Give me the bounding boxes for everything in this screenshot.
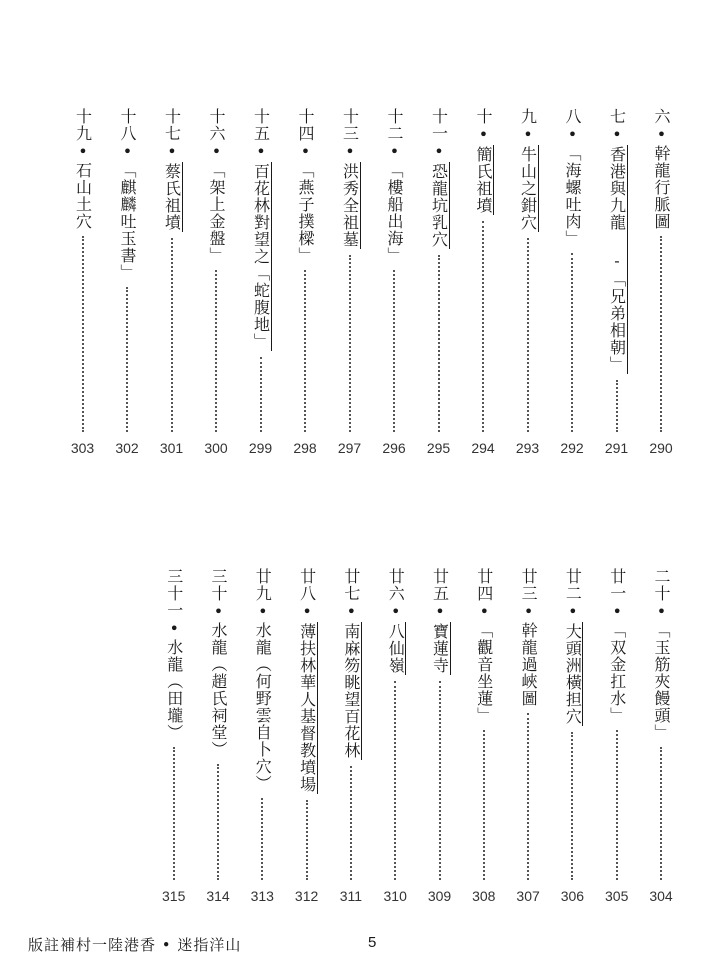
toc-entry-number: 八 xyxy=(563,108,582,125)
toc-entry-page-number: 304 xyxy=(649,888,673,904)
toc-entry-title: 「玉筋夾饅頭」 xyxy=(652,622,671,741)
toc-entry-heading xyxy=(602,108,632,374)
toc-entry-page-number: 299 xyxy=(248,440,273,456)
toc-entry-page-number: 291 xyxy=(604,440,629,456)
toc-separator-dot: • xyxy=(341,602,361,622)
footer-book-title: 版註補村一陸港香 • 迷指洋山 xyxy=(28,936,242,954)
toc-entry-number: 三十一 xyxy=(164,568,184,619)
toc-entry-page-number: 302 xyxy=(115,440,139,456)
toc-entry-heading xyxy=(68,108,98,230)
toc-entry-page-number: 290 xyxy=(649,440,673,456)
toc-separator-dot: • xyxy=(340,142,360,162)
toc-entry-title: 牛山之鉗穴 xyxy=(518,146,538,231)
toc-separator-dot: • xyxy=(652,125,671,145)
toc-entry-number: 廿八 xyxy=(297,568,317,602)
toc-entry-title: 「麒麟吐玉書」 xyxy=(118,162,137,281)
toc-entry-page-number: 294 xyxy=(471,440,495,456)
toc-entry-page-number: 306 xyxy=(560,888,585,904)
toc-entry-title: 幹龍行脈圖 xyxy=(652,145,671,230)
toc-entry-number: 六 xyxy=(652,108,671,125)
toc-entry xyxy=(424,108,454,456)
toc-dot-leader xyxy=(217,764,221,880)
toc-separator-dot: • xyxy=(563,602,583,622)
toc-dot-leader xyxy=(616,730,620,880)
toc-entry xyxy=(157,108,187,456)
toc-entry-heading xyxy=(336,568,366,760)
footer-page-number: 5 xyxy=(368,934,377,951)
toc-entry xyxy=(203,568,233,904)
toc-dot-leader xyxy=(482,221,486,432)
toc-entry-heading xyxy=(380,568,410,675)
toc-entry-heading xyxy=(247,568,277,792)
toc-entry-title: 簡氏祖墳 xyxy=(474,146,493,214)
toc-entry-number: 十八 xyxy=(118,108,137,142)
toc-entry-heading xyxy=(557,568,587,726)
toc-dot-leader xyxy=(527,238,531,432)
toc-entry-number: 七 xyxy=(607,108,627,125)
toc-separator-dot: • xyxy=(251,142,271,162)
toc-entry xyxy=(290,108,320,456)
toc-entry-heading xyxy=(513,568,543,707)
toc-entry xyxy=(602,568,632,904)
toc-entry-page-number: 312 xyxy=(294,888,319,904)
toc-dot-leader xyxy=(349,255,353,432)
toc-dot-leader xyxy=(260,357,264,432)
toc-entry-title: 「觀音坐蓮」 xyxy=(474,622,494,724)
toc-dot-leader xyxy=(483,730,487,880)
toc-dot-leader xyxy=(171,238,175,432)
toc-separator-dot: • xyxy=(297,602,317,622)
toc-entry-page-number: 313 xyxy=(250,888,274,904)
toc-entry-title: 百花林對望之「蛇腹地」 xyxy=(251,163,271,350)
toc-separator-dot: • xyxy=(518,125,538,145)
toc-entry-page-number: 308 xyxy=(472,888,496,904)
toc-entry-number: 二十 xyxy=(652,568,671,602)
toc-column-group-top xyxy=(0,108,721,456)
toc-dot-leader xyxy=(527,713,531,880)
toc-entry-number: 廿六 xyxy=(386,568,406,602)
toc-entry-title: 石山土穴 xyxy=(73,162,93,230)
toc-separator-dot: • xyxy=(563,125,582,145)
toc-separator-dot: • xyxy=(253,602,273,622)
toc-separator-dot: • xyxy=(519,602,539,622)
toc-separator-dot: • xyxy=(164,619,184,639)
toc-entry-number: 十九 xyxy=(73,108,93,142)
toc-entry-title: 洪秀全祖墓 xyxy=(340,163,360,248)
toc-entry xyxy=(336,568,366,904)
toc-entry-title: 水龍（田壠） xyxy=(164,639,184,741)
toc-entry xyxy=(513,568,543,904)
toc-entry xyxy=(602,108,632,456)
toc-dot-leader xyxy=(660,236,664,432)
toc-entry xyxy=(112,108,142,456)
toc-entry-page-number: 310 xyxy=(383,888,407,904)
toc-entry xyxy=(468,108,498,456)
toc-entry-title: 幹龍過峽圖 xyxy=(519,622,539,707)
toc-separator-dot: • xyxy=(607,602,627,622)
toc-entry-page-number: 297 xyxy=(337,440,362,456)
toc-entry-number: 廿七 xyxy=(341,568,361,602)
toc-entry-heading xyxy=(157,108,187,232)
toc-entry xyxy=(246,108,276,456)
toc-entry-title: 寶蓮寺 xyxy=(430,623,450,674)
toc-entry-heading xyxy=(424,108,454,249)
toc-entry-number: 十五 xyxy=(251,108,271,142)
toc-entry-heading xyxy=(201,108,231,264)
toc-dot-leader xyxy=(439,681,443,880)
toc-entry-title: 薄扶林華人基督教墳場 xyxy=(297,623,317,793)
toc-entry-title: 「燕子撲樑」 xyxy=(296,162,315,264)
toc-entry-number: 十三 xyxy=(340,108,360,142)
toc-separator-dot: • xyxy=(652,602,671,622)
toc-entry-heading xyxy=(425,568,455,675)
toc-entry-page-number: 305 xyxy=(605,888,629,904)
toc-entry-number: 九 xyxy=(518,108,538,125)
toc-entry-title: 蔡氏祖墳 xyxy=(162,163,182,231)
toc-separator-dot: • xyxy=(162,142,182,162)
toc-separator-dot: • xyxy=(73,142,93,162)
toc-entry-number: 三十 xyxy=(209,568,228,602)
toc-entry-number: 十二 xyxy=(385,108,404,142)
toc-entry-page-number: 309 xyxy=(427,888,452,904)
toc-entry-page-number: 295 xyxy=(426,440,451,456)
toc-entry-title: 水龍（趙氏祠堂） xyxy=(209,622,228,758)
toc-entry-heading xyxy=(246,108,276,351)
toc-entry-title: 「架上金盤」 xyxy=(207,162,226,264)
toc-entry-heading xyxy=(290,108,320,264)
toc-entry-title: 南麻笏眺望百花林 xyxy=(341,623,361,759)
toc-entry-title: 「双金扛水」 xyxy=(607,622,627,724)
toc-dot-leader xyxy=(660,747,664,880)
toc-entry-heading xyxy=(513,108,543,232)
toc-separator-dot: • xyxy=(474,602,494,622)
toc-entry-title: 「樓船出海」 xyxy=(385,162,404,264)
toc-entry-page-number: 300 xyxy=(204,440,228,456)
toc-entry-title: 大頭洲橫担穴 xyxy=(563,623,583,725)
toc-entry xyxy=(513,108,543,456)
toc-entry-page-number: 315 xyxy=(162,888,186,904)
toc-entry-heading xyxy=(469,568,499,724)
toc-entry-page-number: 303 xyxy=(70,440,95,456)
toc-dot-leader xyxy=(571,253,575,432)
toc-separator-dot: • xyxy=(296,142,315,162)
toc-entry-number: 十一 xyxy=(429,108,449,142)
toc-entry-heading xyxy=(379,108,409,264)
toc-entry xyxy=(557,108,587,456)
toc-entry-page-number: 296 xyxy=(382,440,406,456)
toc-separator-dot: • xyxy=(207,142,226,162)
toc-entry xyxy=(646,568,676,904)
toc-separator-dot: • xyxy=(429,142,449,162)
toc-entry xyxy=(292,568,322,904)
toc-entry-number: 廿九 xyxy=(253,568,273,602)
toc-entry-page-number: 301 xyxy=(159,440,184,456)
toc-dot-leader xyxy=(173,747,177,880)
toc-entry-number: 廿二 xyxy=(563,568,583,602)
toc-dot-leader xyxy=(215,270,219,432)
toc-entry xyxy=(557,568,587,904)
toc-dot-leader xyxy=(616,380,620,432)
toc-entry-title: 恐龍坑乳穴 xyxy=(429,163,449,248)
toc-dot-leader xyxy=(350,766,354,880)
toc-entry xyxy=(379,108,409,456)
toc-entry-number: 廿三 xyxy=(519,568,539,602)
toc-entry xyxy=(201,108,231,456)
toc-dot-leader xyxy=(306,800,310,880)
toc-dot-leader xyxy=(304,270,308,432)
toc-separator-dot: • xyxy=(118,142,137,162)
toc-entry xyxy=(380,568,410,904)
toc-separator-dot: • xyxy=(385,142,404,162)
toc-separator-dot: • xyxy=(430,602,450,622)
toc-entry-page-number: 293 xyxy=(515,440,540,456)
toc-dot-leader xyxy=(438,255,442,432)
toc-entry-page-number: 298 xyxy=(293,440,317,456)
toc-entry-number: 廿一 xyxy=(607,568,627,602)
toc-entry-page-number: 307 xyxy=(516,888,540,904)
toc-entry-title: 水龍（何野雲自卜穴） xyxy=(253,622,273,792)
toc-entry-title: 香港與九龍 -「兄弟相朝」 xyxy=(607,146,627,373)
toc-entry xyxy=(247,568,277,904)
toc-entry-heading xyxy=(203,568,233,758)
toc-dot-leader xyxy=(393,270,397,432)
toc-entry-heading xyxy=(468,108,498,215)
toc-dot-leader xyxy=(82,236,86,432)
toc-entry xyxy=(425,568,455,904)
toc-entry-heading xyxy=(602,568,632,724)
toc-entry-heading xyxy=(557,108,587,247)
toc-separator-dot: • xyxy=(209,602,228,622)
toc-entry xyxy=(469,568,499,904)
toc-entry-number: 十四 xyxy=(296,108,315,142)
toc-entry-page-number: 311 xyxy=(339,888,363,904)
toc-entry-number: 十六 xyxy=(207,108,226,142)
toc-dot-leader xyxy=(571,732,575,880)
toc-separator-dot: • xyxy=(607,125,627,145)
toc-entry-number: 十 xyxy=(474,108,493,125)
toc-entry-heading xyxy=(292,568,322,794)
toc-entry xyxy=(68,108,98,456)
toc-separator-dot: • xyxy=(474,125,493,145)
toc-entry xyxy=(159,568,189,904)
toc-entry-number: 十七 xyxy=(162,108,182,142)
toc-column-group-bottom xyxy=(0,568,721,904)
toc-entry-number: 廿五 xyxy=(430,568,450,602)
toc-entry-heading xyxy=(159,568,189,741)
toc-entry-heading xyxy=(112,108,142,281)
toc-dot-leader xyxy=(394,681,398,880)
toc-entry-heading xyxy=(646,568,676,741)
toc-dot-leader xyxy=(126,287,130,432)
toc-entry-heading xyxy=(335,108,365,249)
toc-entry xyxy=(646,108,676,456)
toc-entry-title: 「海螺吐肉」 xyxy=(563,145,582,247)
toc-entry-title: 八仙嶺 xyxy=(386,623,406,674)
toc-entry-heading xyxy=(646,108,676,230)
toc-separator-dot: • xyxy=(386,602,406,622)
toc-dot-leader xyxy=(261,798,265,880)
toc-entry xyxy=(335,108,365,456)
toc-entry-page-number: 292 xyxy=(560,440,584,456)
toc-entry-number: 廿四 xyxy=(474,568,494,602)
toc-entry-page-number: 314 xyxy=(206,888,230,904)
